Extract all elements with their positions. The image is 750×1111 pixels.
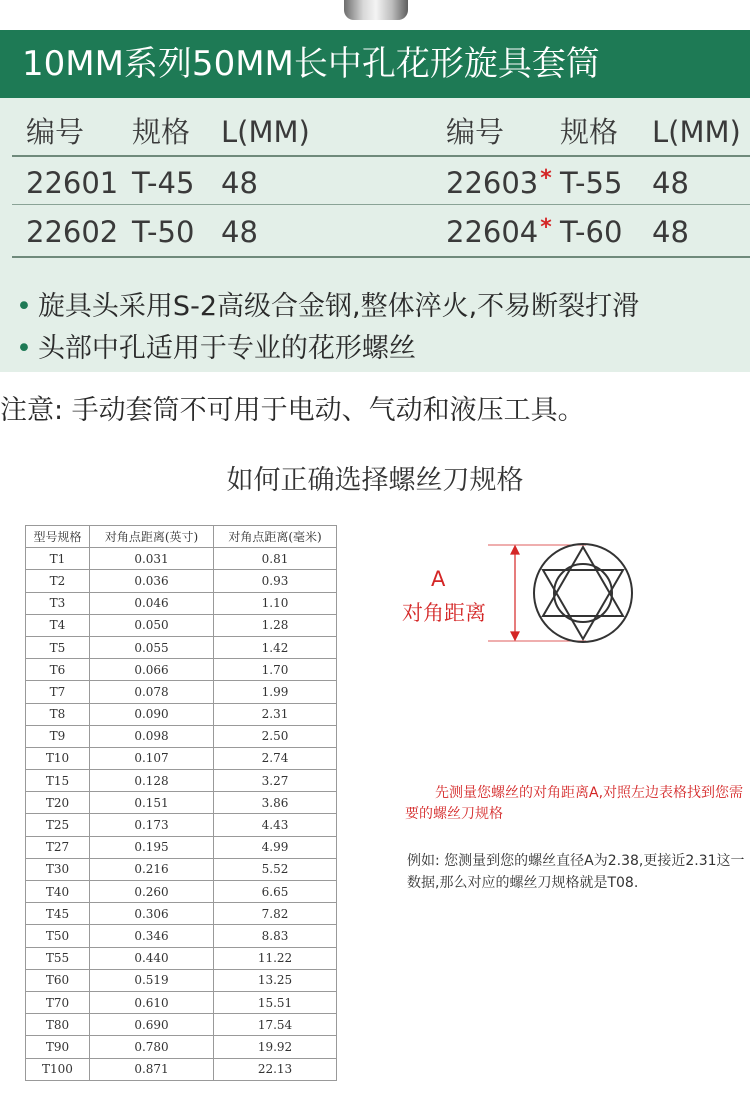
cell-mm: 22.13 [214, 1058, 337, 1080]
socket-image [344, 0, 408, 20]
header-spec-b: 规格 [560, 115, 619, 149]
size-table-row [26, 903, 337, 925]
star-mark: * [540, 215, 552, 240]
cell-inch: 0.046 [90, 592, 214, 614]
size-table-row [26, 614, 337, 636]
torx-diagram [488, 538, 638, 648]
size-table-row [26, 969, 337, 991]
size-table-row [26, 991, 337, 1013]
cell-mm: 4.43 [214, 814, 337, 836]
cell-model: T7 [26, 681, 90, 703]
cell-inch: 0.519 [90, 969, 214, 991]
spec-code: 22604* [446, 215, 552, 249]
cell-inch: 0.306 [90, 903, 214, 925]
size-table-row [26, 681, 337, 703]
spec-header-row [12, 106, 750, 158]
example-text: 例如: 您测量到您的螺丝直径A为2.38,更接近2.31这一数据,那么对应的螺丝刀规格就是T08. [407, 853, 745, 891]
cell-inch: 0.031 [90, 548, 214, 570]
size-table-row [26, 1036, 337, 1058]
star-mark: * [540, 166, 552, 191]
cell-inch: 0.090 [90, 703, 214, 725]
spec-size: T-50 [132, 215, 195, 249]
cell-model: T10 [26, 747, 90, 769]
row-divider [12, 204, 750, 205]
cell-inch: 0.066 [90, 659, 214, 681]
cell-inch: 0.078 [90, 681, 214, 703]
cell-mm: 15.51 [214, 991, 337, 1013]
cell-mm: 0.93 [214, 570, 337, 592]
size-table-row [26, 1058, 337, 1080]
cell-model: T20 [26, 792, 90, 814]
cell-inch: 0.098 [90, 725, 214, 747]
col-header-mm: 对角点距离(毫米) [214, 526, 337, 548]
cell-mm: 7.82 [214, 903, 337, 925]
feature-text: 头部中孔适用于专业的花形螺丝 [37, 333, 416, 364]
cell-inch: 0.107 [90, 747, 214, 769]
cell-mm: 6.65 [214, 881, 337, 903]
size-table-row [26, 703, 337, 725]
cell-model: T27 [26, 836, 90, 858]
cell-mm: 13.25 [214, 969, 337, 991]
header-length-a: L(MM) [221, 115, 310, 149]
product-image-strip [0, 0, 750, 30]
size-table-row [26, 925, 337, 947]
header-length-b: L(MM) [652, 115, 741, 149]
cell-mm: 8.83 [214, 925, 337, 947]
spec-code: 22602 [26, 215, 119, 249]
col-header-inch: 对角点距离(英寸) [90, 526, 214, 548]
size-table-row [26, 814, 337, 836]
cell-model: T5 [26, 636, 90, 658]
cell-mm: 5.52 [214, 858, 337, 880]
cell-inch: 0.173 [90, 814, 214, 836]
feature-bullet [16, 326, 416, 365]
cell-model: T45 [26, 903, 90, 925]
cell-mm: 11.22 [214, 947, 337, 969]
cell-model: T55 [26, 947, 90, 969]
cell-mm: 1.42 [214, 636, 337, 658]
cell-model: T15 [26, 770, 90, 792]
header-spec-a: 规格 [132, 115, 191, 149]
spec-row [12, 157, 750, 209]
cell-inch: 0.346 [90, 925, 214, 947]
size-table-row [26, 858, 337, 880]
size-table-header [26, 526, 337, 548]
cell-model: T60 [26, 969, 90, 991]
bullet-icon: • [16, 333, 32, 364]
size-table-row [26, 947, 337, 969]
cell-model: T70 [26, 991, 90, 1013]
cell-inch: 0.128 [90, 770, 214, 792]
diagram-label: 对角距离 [402, 601, 486, 625]
cell-mm: 1.28 [214, 614, 337, 636]
cell-inch: 0.055 [90, 636, 214, 658]
spec-size: T-45 [132, 166, 195, 200]
size-table-row [26, 770, 337, 792]
size-table-row [26, 636, 337, 658]
spec-size: T-60 [560, 215, 623, 249]
size-table-row [26, 836, 337, 858]
spec-panel-title: 10MM系列50MM长中孔花形旋具套筒 [0, 30, 750, 98]
cell-inch: 0.260 [90, 881, 214, 903]
size-table-row [26, 659, 337, 681]
feature-text: 旋具头采用S-2高级合金钢,整体淬火,不易断裂打滑 [37, 291, 640, 322]
cell-mm: 3.86 [214, 792, 337, 814]
spec-code: 22603* [446, 166, 552, 200]
cell-inch: 0.871 [90, 1058, 214, 1080]
cell-model: T8 [26, 703, 90, 725]
cell-model: T4 [26, 614, 90, 636]
size-table-row [26, 548, 337, 570]
cell-model: T25 [26, 814, 90, 836]
cell-model: T80 [26, 1014, 90, 1036]
torx-star-icon [534, 544, 632, 642]
cell-mm: 2.74 [214, 747, 337, 769]
guide-title: 如何正确选择螺丝刀规格 [226, 465, 524, 496]
cell-inch: 0.440 [90, 947, 214, 969]
bullet-icon: • [16, 291, 32, 322]
header-code-b: 编号 [446, 115, 505, 149]
spec-length: 48 [652, 166, 689, 200]
cell-model: T9 [26, 725, 90, 747]
size-table-body [26, 548, 337, 1081]
size-table [25, 525, 337, 1081]
cell-model: T40 [26, 881, 90, 903]
cell-mm: 1.70 [214, 659, 337, 681]
spec-code: 22601 [26, 166, 119, 200]
size-table-row [26, 881, 337, 903]
cell-model: T3 [26, 592, 90, 614]
spec-length: 48 [221, 215, 258, 249]
cell-mm: 17.54 [214, 1014, 337, 1036]
cell-mm: 3.27 [214, 770, 337, 792]
size-table-row [26, 725, 337, 747]
size-table-row [26, 792, 337, 814]
cell-model: T6 [26, 659, 90, 681]
size-table-row [26, 747, 337, 769]
size-table-row [26, 592, 337, 614]
cell-inch: 0.036 [90, 570, 214, 592]
table-bottom-rule [12, 256, 750, 258]
cell-inch: 0.151 [90, 792, 214, 814]
cell-inch: 0.216 [90, 858, 214, 880]
cell-mm: 19.92 [214, 1036, 337, 1058]
cell-mm: 1.99 [214, 681, 337, 703]
col-header-model: 型号规格 [26, 526, 90, 548]
cell-model: T100 [26, 1058, 90, 1080]
cell-mm: 1.10 [214, 592, 337, 614]
cell-model: T50 [26, 925, 90, 947]
measure-instruction: 先测量您螺丝的对角距离A,对照左边表格找到您需要的螺丝刀规格 [405, 785, 744, 822]
dimension-arrow [488, 545, 586, 641]
cell-mm: 2.50 [214, 725, 337, 747]
spec-length: 48 [221, 166, 258, 200]
cell-mm: 4.99 [214, 836, 337, 858]
cell-inch: 0.780 [90, 1036, 214, 1058]
cell-inch: 0.690 [90, 1014, 214, 1036]
spec-size: T-55 [560, 166, 623, 200]
feature-bullet [16, 284, 639, 323]
cell-inch: 0.050 [90, 614, 214, 636]
size-table-row [26, 570, 337, 592]
cell-mm: 0.81 [214, 548, 337, 570]
cell-model: T90 [26, 1036, 90, 1058]
cell-model: T30 [26, 858, 90, 880]
usage-note: 注意: 手动套筒不可用于电动、气动和液压工具。 [0, 395, 585, 426]
cell-mm: 2.31 [214, 703, 337, 725]
header-code-a: 编号 [26, 115, 85, 149]
cell-inch: 0.195 [90, 836, 214, 858]
spec-length: 48 [652, 215, 689, 249]
cell-inch: 0.610 [90, 991, 214, 1013]
diagram-letter: A [431, 567, 446, 591]
cell-model: T2 [26, 570, 90, 592]
spec-row [12, 206, 750, 258]
cell-model: T1 [26, 548, 90, 570]
size-table-row [26, 1014, 337, 1036]
